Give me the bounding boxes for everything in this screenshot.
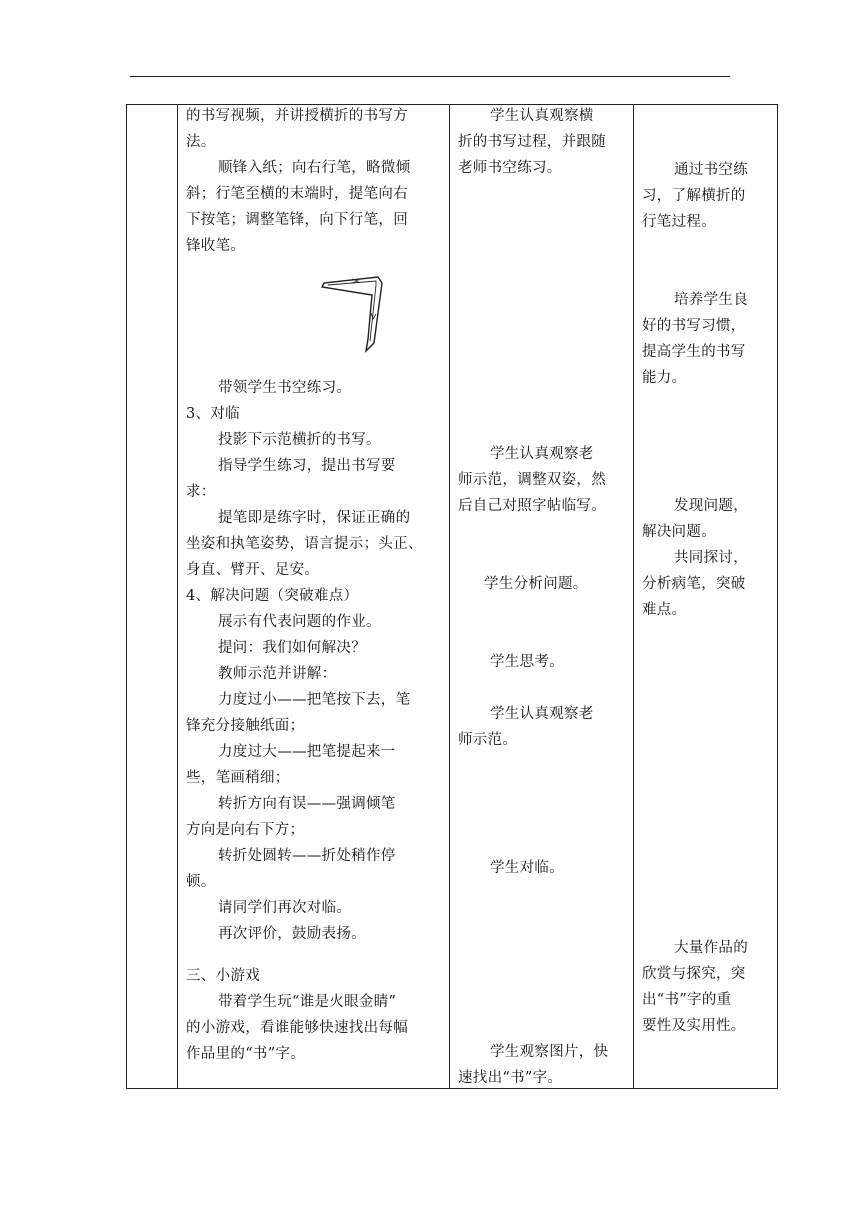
teacher-line: 的小游戏，看谁能够快速找出每幅 bbox=[186, 1020, 408, 1036]
teacher-line: 3、对临 bbox=[186, 406, 240, 422]
teacher-line: 力度过小——把笔按下去，笔 bbox=[218, 692, 411, 708]
intent-line: 提高学生的书写 bbox=[642, 344, 746, 360]
student-line: 速找出“书”字。 bbox=[458, 1070, 563, 1086]
intent-line: 习，了解横折的 bbox=[642, 188, 746, 204]
teacher-line: 提笔即是练字时，保证正确的 bbox=[218, 510, 411, 526]
intent-line: 出“书”字的重 bbox=[642, 992, 732, 1008]
teacher-line: 锋充分接触纸面； bbox=[186, 718, 305, 734]
intent-line: 共同探讨， bbox=[674, 550, 748, 566]
student-line: 师示范，调整双姿，然 bbox=[458, 472, 606, 488]
teacher-line: 教师示范并讲解： bbox=[218, 666, 337, 682]
teacher-line: 下按笔；调整笔锋，向下行笔，回 bbox=[186, 212, 408, 228]
teacher-line: 带着学生玩“谁是火眼金睛” bbox=[218, 994, 397, 1010]
intent-line: 发现问题， bbox=[674, 498, 748, 514]
teacher-line: 4、解决问题（突破难点） bbox=[186, 588, 359, 604]
teacher-line: 带领学生书空练习。 bbox=[218, 380, 352, 396]
teacher-line: 再次评价，鼓励表扬。 bbox=[218, 926, 366, 942]
teacher-activity-column bbox=[178, 105, 449, 1088]
teacher-line: 法。 bbox=[186, 134, 216, 150]
header-rule bbox=[130, 76, 730, 77]
intent-line: 通过书空练 bbox=[674, 162, 748, 178]
student-line: 学生思考。 bbox=[490, 654, 564, 670]
teacher-line: 作品里的“书”字。 bbox=[186, 1046, 306, 1062]
teacher-line: 转折处圆转——折处稍作停 bbox=[218, 848, 396, 864]
intent-line: 能力。 bbox=[642, 370, 687, 386]
student-line: 学生认真观察老 bbox=[490, 706, 594, 722]
intent-line: 大量作品的 bbox=[674, 940, 748, 956]
teacher-line: 指导学生练习，提出书写要 bbox=[218, 458, 396, 474]
teacher-line: 求： bbox=[186, 484, 216, 500]
intent-line: 分析病笔，突破 bbox=[642, 576, 746, 592]
student-line: 学生认真观察老 bbox=[490, 446, 594, 462]
teacher-line: 顿。 bbox=[186, 874, 216, 890]
student-line: 折的书写过程，并跟随 bbox=[458, 134, 606, 150]
intent-line: 要性及实用性。 bbox=[642, 1018, 746, 1034]
lesson-plan-table bbox=[126, 104, 778, 1089]
intent-line: 难点。 bbox=[642, 602, 687, 618]
student-line: 学生观察图片，快 bbox=[490, 1044, 609, 1060]
teacher-line: 斜；行笔至横的末端时，提笔向右 bbox=[186, 186, 408, 202]
student-line: 后自己对照字帖临写。 bbox=[458, 498, 606, 514]
teacher-line: 请同学们再次对临。 bbox=[218, 900, 352, 916]
student-activity-column bbox=[450, 105, 633, 1088]
student-line: 师示范。 bbox=[458, 732, 518, 748]
intent-line: 培养学生良 bbox=[674, 292, 748, 308]
teacher-line: 三、小游戏 bbox=[186, 968, 260, 984]
horizontal-turn-stroke-figure bbox=[318, 273, 408, 363]
teacher-line: 提问：我们如何解决？ bbox=[218, 640, 366, 656]
student-line: 老师书空练习。 bbox=[458, 160, 562, 176]
student-line: 学生认真观察横 bbox=[490, 108, 594, 124]
intent-line: 解决问题。 bbox=[642, 524, 716, 540]
teacher-line: 顺锋入纸；向右行笔，略微倾 bbox=[218, 160, 411, 176]
intent-line: 欣赏与探究，突 bbox=[642, 966, 746, 982]
intent-line: 好的书写习惯， bbox=[642, 318, 746, 334]
teacher-line: 力度过大——把笔提起来一 bbox=[218, 744, 396, 760]
teacher-line: 转折方向有误——强调倾笔 bbox=[218, 796, 396, 812]
teacher-line: 锋收笔。 bbox=[186, 238, 246, 254]
teacher-line: 身直、臂开、足安。 bbox=[186, 562, 320, 578]
teacher-line: 投影下示范横折的书写。 bbox=[218, 432, 381, 448]
design-intent-column bbox=[634, 105, 777, 1088]
teacher-line: 的书写视频，并讲授横折的书写方 bbox=[186, 108, 408, 124]
student-line: 学生分析问题。 bbox=[484, 576, 588, 592]
intent-line: 行笔过程。 bbox=[642, 214, 716, 230]
teacher-line: 坐姿和执笔姿势，语言提示；头正、 bbox=[186, 536, 423, 552]
student-line: 学生对临。 bbox=[490, 860, 564, 876]
teacher-line: 展示有代表问题的作业。 bbox=[218, 614, 381, 630]
teacher-line: 方向是向右下方； bbox=[186, 822, 305, 838]
teacher-line: 些，笔画稍细； bbox=[186, 770, 290, 786]
